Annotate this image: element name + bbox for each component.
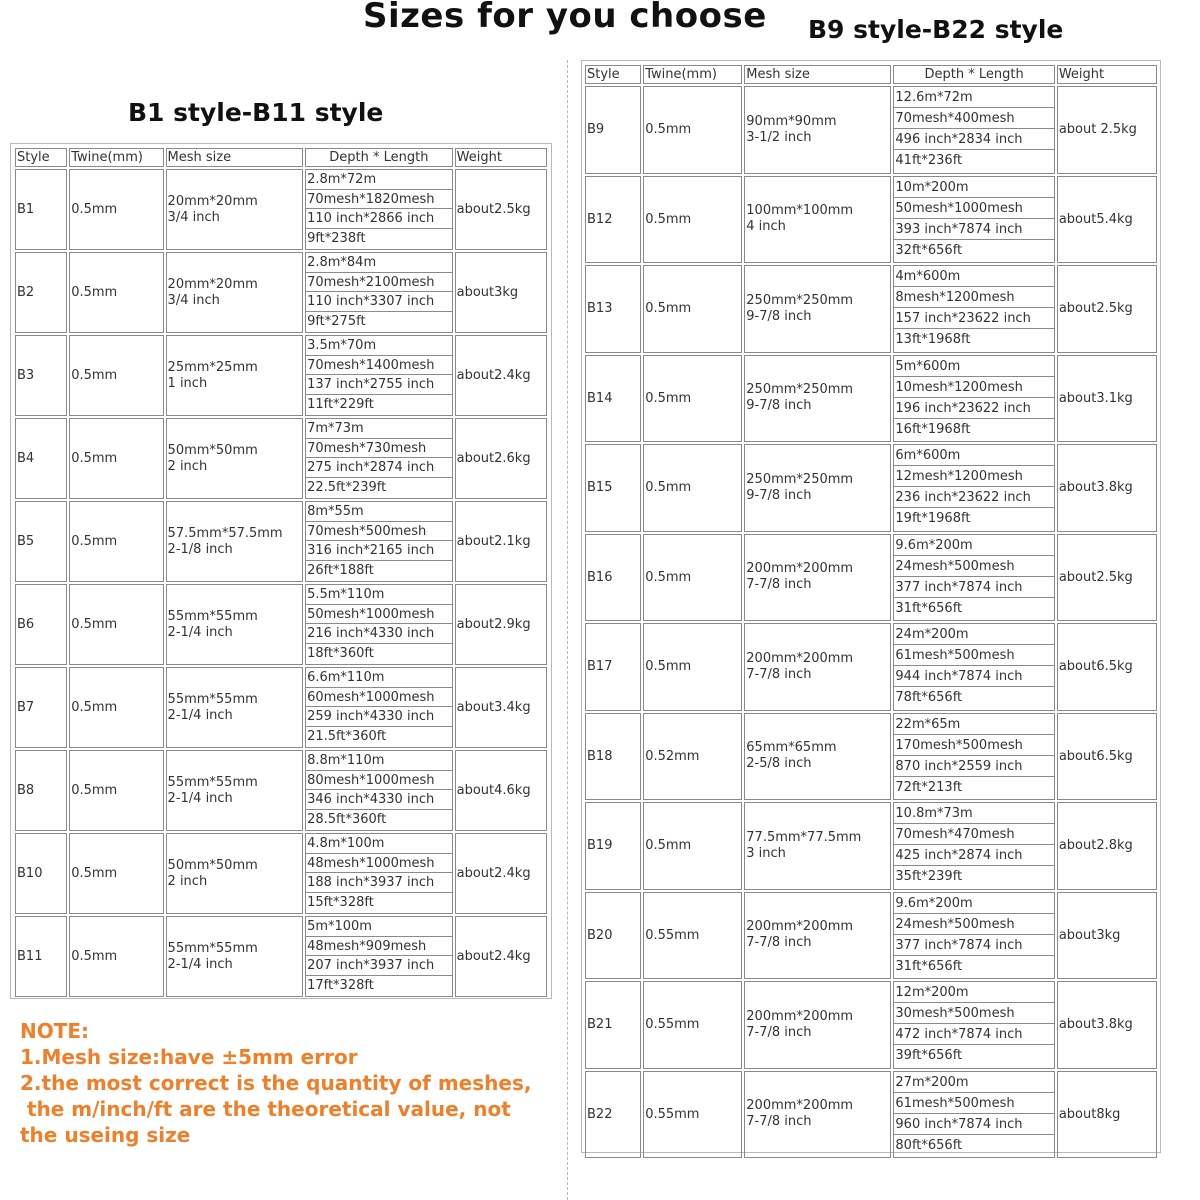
depth-length-value: 78ft*656ft [895, 690, 963, 706]
depth-length-value: 50mesh*1000mesh [894, 198, 1053, 219]
mesh-size-line: 3/4 inch [167, 209, 220, 225]
mesh-size-line: 7-7/8 inch [746, 1024, 812, 1040]
style-cell: B15 [585, 444, 641, 532]
depth-length-value: 377 inch*7874 inch [894, 935, 1053, 956]
mesh-size-line: 200mm*200mm [746, 561, 854, 577]
mesh-size-line: 50mm*50mm [167, 442, 258, 458]
depth-length-value: 9.6m*200m [894, 535, 1053, 556]
mesh-size-line: 250mm*250mm [746, 471, 854, 487]
table-row [15, 252, 547, 333]
depth-length-value: 15ft*328ft [307, 894, 374, 910]
weight-cell: about5.4kg [1057, 176, 1157, 264]
weight-cell: about 2.5kg [1057, 86, 1157, 174]
depth-length-value: 5.5m*110m [306, 585, 452, 605]
depth-length-value: 10.8m*73m [894, 803, 1053, 824]
depth-length-value: 137 inch*2755 inch [306, 375, 452, 395]
weight-cell: about6.5kg [1057, 713, 1157, 801]
depth-length-cell [305, 833, 453, 914]
mesh-size-cell [744, 981, 891, 1069]
depth-length-value: 10m*200m [894, 177, 1053, 198]
mesh-size-line: 55mm*55mm [167, 774, 258, 790]
weight-cell: about2.4kg [455, 335, 547, 416]
mesh-size-line: 250mm*250mm [746, 292, 854, 308]
depth-length-value: 11ft*229ft [307, 396, 374, 412]
depth-length-value: 70mesh*1400mesh [306, 356, 452, 376]
depth-length-cell [893, 713, 1054, 801]
table-row [585, 981, 1157, 1069]
mesh-size-line: 55mm*55mm [167, 691, 258, 707]
style-cell: B19 [585, 802, 641, 890]
right-size-table [583, 63, 1159, 1160]
style-cell: B20 [585, 892, 641, 980]
weight-cell: about2.5kg [1057, 534, 1157, 622]
twine-cell: 0.5mm [643, 802, 742, 890]
depth-length-value: 31ft*656ft [895, 600, 963, 616]
mesh-size-line: 200mm*200mm [746, 919, 854, 935]
depth-length-value: 870 inch*2559 inch [894, 756, 1053, 777]
page-title: Sizes for you choose [363, 0, 767, 36]
right-section-heading: B9 style-B22 style [808, 15, 1064, 44]
mesh-size-line: 55mm*55mm [167, 608, 258, 624]
mesh-size-line: 2 inch [167, 873, 208, 889]
depth-length-value: 70mesh*2100mesh [306, 273, 452, 293]
depth-length-value: 31ft*656ft [895, 958, 963, 974]
twine-cell: 0.5mm [69, 501, 163, 582]
mesh-size-cell [744, 713, 891, 801]
depth-length-value: 425 inch*2874 inch [894, 845, 1053, 866]
weight-cell: about2.5kg [455, 169, 547, 250]
depth-length-value: 70mesh*470mesh [894, 824, 1053, 845]
left-size-table-panel [10, 143, 552, 999]
header-depth-length: Depth * Length [893, 65, 1054, 84]
table-row [585, 802, 1157, 890]
mesh-size-line: 9-7/8 inch [746, 487, 812, 503]
depth-length-value: 12m*200m [894, 982, 1053, 1003]
depth-length-cell [893, 534, 1054, 622]
depth-length-cell [893, 892, 1054, 980]
depth-length-cell [893, 265, 1054, 353]
depth-length-value: 12.6m*72m [894, 87, 1053, 108]
depth-length-value: 12mesh*1200mesh [894, 466, 1053, 487]
mesh-size-line: 100mm*100mm [746, 203, 854, 219]
depth-length-value: 944 inch*7874 inch [894, 666, 1053, 687]
table-row [585, 176, 1157, 264]
mesh-size-line: 9-7/8 inch [746, 398, 812, 414]
depth-length-cell [893, 355, 1054, 443]
weight-cell: about2.1kg [455, 501, 547, 582]
mesh-size-line: 2-1/4 inch [167, 956, 233, 972]
depth-length-value: 960 inch*7874 inch [894, 1114, 1053, 1135]
depth-length-value: 8mesh*1200mesh [894, 287, 1053, 308]
depth-length-value: 70mesh*500mesh [306, 522, 452, 542]
depth-length-value: 346 inch*4330 inch [306, 790, 452, 810]
depth-length-value: 377 inch*7874 inch [894, 577, 1053, 598]
style-cell: B14 [585, 355, 641, 443]
depth-length-value: 393 inch*7874 inch [894, 219, 1053, 240]
note-line-1: 1.Mesh size:have ±5mm error [20, 1045, 358, 1069]
weight-cell: about3.1kg [1057, 355, 1157, 443]
mesh-size-line: 7-7/8 inch [746, 666, 812, 682]
depth-length-value: 188 inch*3937 inch [306, 873, 452, 893]
weight-cell: about2.4kg [455, 916, 547, 997]
style-cell: B8 [15, 750, 67, 831]
twine-cell: 0.55mm [643, 981, 742, 1069]
depth-length-cell [893, 86, 1054, 174]
mesh-size-cell [744, 892, 891, 980]
depth-length-value: 41ft*236ft [895, 153, 963, 169]
style-cell: B4 [15, 418, 67, 499]
mesh-size-cell [166, 750, 304, 831]
mesh-size-line: 20mm*20mm [167, 276, 258, 292]
depth-length-value: 24m*200m [894, 624, 1053, 645]
weight-cell: about3.4kg [455, 667, 547, 748]
style-cell: B21 [585, 981, 641, 1069]
style-cell: B11 [15, 916, 67, 997]
style-cell: B5 [15, 501, 67, 582]
table-row [585, 355, 1157, 443]
depth-length-cell [305, 667, 453, 748]
depth-length-value: 7m*73m [306, 419, 452, 439]
depth-length-value: 27m*200m [894, 1072, 1053, 1093]
table-row [585, 534, 1157, 622]
depth-length-value: 5m*600m [894, 356, 1053, 377]
depth-length-cell [305, 584, 453, 665]
mesh-size-cell [744, 534, 891, 622]
style-cell: B2 [15, 252, 67, 333]
depth-length-cell [305, 418, 453, 499]
depth-length-value: 170mesh*500mesh [894, 735, 1053, 756]
depth-length-value: 61mesh*500mesh [894, 1093, 1053, 1114]
mesh-size-cell [166, 916, 304, 997]
depth-length-value: 80ft*656ft [895, 1137, 963, 1153]
depth-length-value: 2.8m*72m [306, 170, 452, 190]
depth-length-value: 6.6m*110m [306, 668, 452, 688]
mesh-size-line: 2-1/4 inch [167, 790, 233, 806]
depth-length-cell [305, 750, 453, 831]
header-mesh-size: Mesh size [744, 65, 891, 84]
twine-cell: 0.5mm [643, 86, 742, 174]
depth-length-value: 19ft*1968ft [895, 511, 971, 527]
depth-length-value: 207 inch*3937 inch [306, 956, 452, 976]
mesh-size-line: 7-7/8 inch [746, 1114, 812, 1130]
style-cell: B13 [585, 265, 641, 353]
depth-length-value: 32ft*656ft [895, 242, 963, 258]
depth-length-value: 39ft*656ft [895, 1048, 963, 1064]
mesh-size-line: 65mm*65mm [746, 740, 837, 756]
depth-length-value: 9ft*238ft [307, 230, 366, 246]
depth-length-value: 22.5ft*239ft [307, 479, 387, 495]
mesh-size-cell [744, 176, 891, 264]
table-row [585, 892, 1157, 980]
depth-length-value: 21.5ft*360ft [307, 728, 387, 744]
depth-length-value: 236 inch*23622 inch [894, 487, 1053, 508]
twine-cell: 0.5mm [69, 916, 163, 997]
mesh-size-cell [744, 802, 891, 890]
mesh-size-cell [166, 501, 304, 582]
depth-length-value: 61mesh*500mesh [894, 645, 1053, 666]
depth-length-cell [305, 169, 453, 250]
table-row [585, 265, 1157, 353]
mesh-size-line: 3-1/2 inch [746, 129, 812, 145]
mesh-size-line: 200mm*200mm [746, 650, 854, 666]
twine-cell: 0.5mm [69, 252, 163, 333]
weight-cell: about3.8kg [1057, 981, 1157, 1069]
twine-cell: 0.5mm [69, 667, 163, 748]
mesh-size-line: 3/4 inch [167, 292, 220, 308]
twine-cell: 0.5mm [643, 355, 742, 443]
mesh-size-line: 7-7/8 inch [746, 577, 812, 593]
twine-cell: 0.5mm [643, 265, 742, 353]
twine-cell: 0.5mm [69, 750, 163, 831]
table-row [15, 584, 547, 665]
style-cell: B10 [15, 833, 67, 914]
depth-length-value: 16ft*1968ft [895, 421, 971, 437]
mesh-size-line: 7-7/8 inch [746, 935, 812, 951]
header-weight: Weight [1057, 65, 1157, 84]
table-row [585, 444, 1157, 532]
twine-cell: 0.55mm [643, 892, 742, 980]
style-cell: B6 [15, 584, 67, 665]
depth-length-value: 6m*600m [894, 445, 1053, 466]
note-heading: NOTE: [20, 1019, 90, 1043]
depth-length-value: 35ft*239ft [895, 869, 963, 885]
depth-length-cell [893, 1071, 1054, 1159]
mesh-size-line: 200mm*200mm [746, 1098, 854, 1114]
header-weight: Weight [455, 148, 547, 167]
header-depth-length: Depth * Length [305, 148, 453, 167]
weight-cell: about3.8kg [1057, 444, 1157, 532]
depth-length-value: 8m*55m [306, 502, 452, 522]
depth-length-value: 110 inch*2866 inch [306, 209, 452, 229]
mesh-size-line: 3 inch [746, 845, 786, 861]
depth-length-value: 5m*100m [306, 917, 452, 937]
weight-cell: about2.5kg [1057, 265, 1157, 353]
mesh-size-cell [744, 1071, 891, 1159]
table-row [585, 86, 1157, 174]
depth-length-value: 275 inch*2874 inch [306, 458, 452, 478]
depth-length-value: 4m*600m [894, 266, 1053, 287]
depth-length-value: 17ft*328ft [307, 977, 374, 993]
weight-cell: about2.4kg [455, 833, 547, 914]
depth-length-value: 48mesh*1000mesh [306, 854, 452, 874]
twine-cell: 0.5mm [69, 584, 163, 665]
style-cell: B1 [15, 169, 67, 250]
depth-length-value: 110 inch*3307 inch [306, 292, 452, 312]
depth-length-cell [305, 501, 453, 582]
depth-length-cell [893, 176, 1054, 264]
depth-length-value: 259 inch*4330 inch [306, 707, 452, 727]
twine-cell: 0.5mm [69, 833, 163, 914]
mesh-size-line: 200mm*200mm [746, 1008, 854, 1024]
depth-length-cell [893, 623, 1054, 711]
depth-length-value: 72ft*213ft [895, 779, 963, 795]
style-cell: B16 [585, 534, 641, 622]
mesh-size-line: 2 inch [167, 458, 208, 474]
style-cell: B22 [585, 1071, 641, 1159]
depth-length-value: 80mesh*1000mesh [306, 771, 452, 791]
left-table-header-row [15, 148, 547, 167]
depth-length-value: 8.8m*110m [306, 751, 452, 771]
depth-length-value: 9.6m*200m [894, 893, 1053, 914]
table-row [15, 169, 547, 250]
mesh-size-line: 2-1/4 inch [167, 707, 233, 723]
mesh-size-line: 2-5/8 inch [746, 756, 812, 772]
header-twine: Twine(mm) [69, 148, 163, 167]
weight-cell: about3kg [455, 252, 547, 333]
depth-length-value: 196 inch*23622 inch [894, 398, 1053, 419]
mesh-size-cell [166, 169, 304, 250]
note-block [20, 1018, 560, 1148]
depth-length-value: 24mesh*500mesh [894, 914, 1053, 935]
depth-length-value: 9ft*275ft [307, 313, 366, 329]
mesh-size-line: 4 inch [746, 219, 786, 235]
twine-cell: 0.5mm [643, 534, 742, 622]
depth-length-cell [305, 252, 453, 333]
depth-length-cell [893, 802, 1054, 890]
depth-length-value: 60mesh*1000mesh [306, 688, 452, 708]
table-row [15, 667, 547, 748]
table-row [585, 1071, 1157, 1159]
weight-cell: about3kg [1057, 892, 1157, 980]
depth-length-value: 28.5ft*360ft [307, 811, 387, 827]
header-style: Style [15, 148, 67, 167]
weight-cell: about2.8kg [1057, 802, 1157, 890]
twine-cell: 0.5mm [69, 335, 163, 416]
table-row [15, 833, 547, 914]
depth-length-value: 50mesh*1000mesh [306, 605, 452, 625]
table-row [585, 713, 1157, 801]
weight-cell: about2.6kg [455, 418, 547, 499]
depth-length-value: 216 inch*4330 inch [306, 624, 452, 644]
mesh-size-cell [744, 265, 891, 353]
mesh-size-line: 57.5mm*57.5mm [167, 525, 283, 541]
mesh-size-cell [166, 584, 304, 665]
mesh-size-line: 9-7/8 inch [746, 308, 812, 324]
twine-cell: 0.52mm [643, 713, 742, 801]
table-row [15, 335, 547, 416]
mesh-size-line: 77.5mm*77.5mm [746, 829, 862, 845]
weight-cell: about6.5kg [1057, 623, 1157, 711]
depth-length-value: 496 inch*2834 inch [894, 129, 1053, 150]
depth-length-value: 316 inch*2165 inch [306, 541, 452, 561]
header-mesh-size: Mesh size [166, 148, 304, 167]
mesh-size-cell [166, 418, 304, 499]
mesh-size-line: 2-1/8 inch [167, 541, 233, 557]
right-table-header-row [585, 65, 1157, 84]
table-row [15, 916, 547, 997]
mesh-size-cell [744, 444, 891, 532]
header-style: Style [585, 65, 641, 84]
mesh-size-line: 90mm*90mm [746, 113, 837, 129]
mesh-size-cell [744, 86, 891, 174]
twine-cell: 0.5mm [643, 444, 742, 532]
depth-length-value: 30mesh*500mesh [894, 1003, 1053, 1024]
depth-length-value: 4.8m*100m [306, 834, 452, 854]
twine-cell: 0.5mm [643, 623, 742, 711]
depth-length-value: 22m*65m [894, 714, 1053, 735]
depth-length-cell [305, 916, 453, 997]
depth-length-value: 70mesh*400mesh [894, 108, 1053, 129]
left-section-heading: B1 style-B11 style [128, 98, 384, 127]
style-cell: B3 [15, 335, 67, 416]
note-line-2: 2.the most correct is the quantity of meshes, the m/inch/ft are the theoretical value, not the useing size [20, 1071, 532, 1147]
depth-length-value: 2.8m*84m [306, 253, 452, 273]
header-twine: Twine(mm) [643, 65, 742, 84]
table-row [585, 623, 1157, 711]
mesh-size-cell [166, 335, 304, 416]
style-cell: B17 [585, 623, 641, 711]
weight-cell: about2.9kg [455, 584, 547, 665]
depth-length-value: 70mesh*730mesh [306, 439, 452, 459]
mesh-size-cell [744, 355, 891, 443]
section-divider [567, 60, 568, 1200]
mesh-size-line: 20mm*20mm [167, 193, 258, 209]
mesh-size-line: 50mm*50mm [167, 857, 258, 873]
weight-cell: about8kg [1057, 1071, 1157, 1159]
depth-length-value: 472 inch*7874 inch [894, 1024, 1053, 1045]
depth-length-value: 13ft*1968ft [895, 332, 971, 348]
twine-cell: 0.55mm [643, 1071, 742, 1159]
twine-cell: 0.5mm [69, 169, 163, 250]
style-cell: B9 [585, 86, 641, 174]
depth-length-value: 157 inch*23622 inch [894, 308, 1053, 329]
twine-cell: 0.5mm [69, 418, 163, 499]
style-cell: B7 [15, 667, 67, 748]
depth-length-cell [305, 335, 453, 416]
mesh-size-line: 55mm*55mm [167, 940, 258, 956]
mesh-size-line: 250mm*250mm [746, 382, 854, 398]
table-row [15, 418, 547, 499]
mesh-size-cell [166, 833, 304, 914]
style-cell: B18 [585, 713, 641, 801]
twine-cell: 0.5mm [643, 176, 742, 264]
style-cell: B12 [585, 176, 641, 264]
mesh-size-cell [166, 667, 304, 748]
depth-length-value: 26ft*188ft [307, 562, 374, 578]
depth-length-value: 70mesh*1820mesh [306, 190, 452, 210]
left-size-table [13, 146, 549, 999]
mesh-size-cell [166, 252, 304, 333]
right-size-table-panel [581, 60, 1161, 1153]
depth-length-value: 3.5m*70m [306, 336, 452, 356]
depth-length-cell [893, 444, 1054, 532]
mesh-size-line: 25mm*25mm [167, 359, 258, 375]
table-row [15, 750, 547, 831]
weight-cell: about4.6kg [455, 750, 547, 831]
depth-length-value: 18ft*360ft [307, 645, 374, 661]
depth-length-value: 48mesh*909mesh [306, 937, 452, 957]
mesh-size-cell [744, 623, 891, 711]
mesh-size-line: 2-1/4 inch [167, 624, 233, 640]
mesh-size-line: 1 inch [167, 375, 208, 391]
depth-length-value: 24mesh*500mesh [894, 556, 1053, 577]
depth-length-cell [893, 981, 1054, 1069]
table-row [15, 501, 547, 582]
depth-length-value: 10mesh*1200mesh [894, 377, 1053, 398]
